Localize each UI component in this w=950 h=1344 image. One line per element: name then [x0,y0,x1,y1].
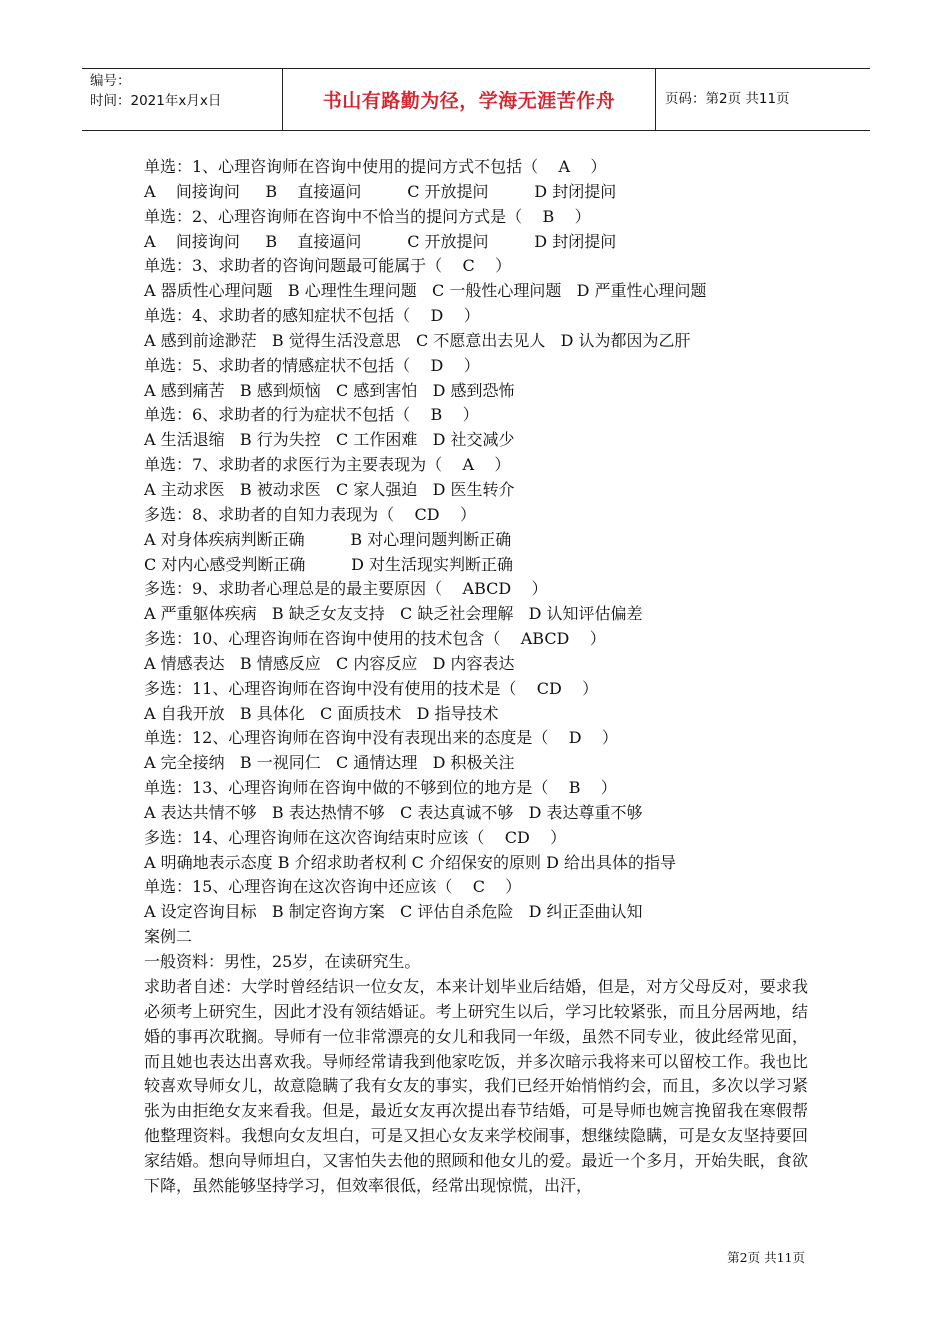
text-line: 多选：10、心理咨询师在咨询中使用的技术包含（ ABCD ） [144,629,606,649]
text-line: A 表达共情不够 B 表达热情不够 C 表达真诚不够 D 表达尊重不够 [144,802,643,822]
page-info: 页码：第2页 共11页 [665,91,790,107]
motto-text: 书山有路勤为径，学海无涯苦作舟 [322,90,616,112]
text-line: A 生活退缩 B 行为失控 C 工作困难 D 社交减少 [144,430,515,450]
text-line: C 对内心感受判断正确 D 对生活现实判断正确 [144,554,514,574]
text-line: 单选：6、求助者的行为症状不包括（ B ） [144,405,479,425]
text-line: A 间接询问 B 直接逼问 C 开放提问 D 封闭提问 [144,181,617,201]
text-line: 单选：5、求助者的情感症状不包括（ D ） [144,355,480,375]
text-line: 单选：4、求助者的感知症状不包括（ D ） [144,306,480,326]
text-line: 一般资料：男性，25岁，在读研究生。 [144,952,421,971]
question-list [144,155,808,975]
header-left-cell [82,69,282,130]
text-line: 多选：14、心理咨询师在这次咨询结束时应该（ CD ） [144,827,567,847]
text-line: A 完全接纳 B 一视同仁 C 通情达理 D 积极关注 [144,753,515,773]
text-line: A 感到痛苦 B 感到烦恼 C 感到害怕 D 感到恐怖 [144,380,515,400]
text-line: 单选：1、心理咨询师在咨询中使用的提问方式不包括（ A ） [144,157,607,176]
text-line: A 间接询问 B 直接逼问 C 开放提问 D 封闭提问 [144,231,617,251]
case-narrative-paragraph: 求助者自述：大学时曾经结识一位女友，本来计划毕业后结婚，但是，对方父母反对，要求我必须考上研究生，因此才没有领结婚证。考上研究生以后，学习比较紧张，而且分居两地，结婚的事再次耽搁。导师有一位非常漂亮的女儿和我同一年级，虽然不同专业，彼此经常见面，而且她也表达出喜欢我。导师经常请我到他家吃饭，并多次暗示我将来可以留校工作。我也比较喜欢导师女儿，故意隐瞒了我有女友的事实，我们已经开始悄悄约会，而且，多次以学习紧张为由拒绝女友来看我。但是，最近女友再次提出春节结婚，可是导师也婉言挽留我在寒假帮他整理资料。我想向女友坦白，可是又担心女友来学校闹事，想继续隐瞒，可是女友坚持要回家结婚。想向导师坦白，又害怕失去他的照顾和他女儿的爱。最近一个多月，开始失眠，食欲下降，虽然能够坚持学习，但效率很低，经常出现惊慌，出汗， [144,976,808,1196]
text-line: 单选：12、心理咨询师在咨询中没有表现出来的态度是（ D ） [144,728,618,748]
text-line: 单选：3、求助者的咨询问题最可能属于（ C ） [144,256,512,276]
date-text: 时间：2021年x月x日 [90,93,222,109]
text-line: 单选：2、心理咨询师在咨询中不恰当的提问方式是（ B ） [144,206,591,226]
page-header [82,68,870,131]
text-line: A 感到前途渺茫 B 觉得生活没意思 C 不愿意出去见人 D 认为都因为乙肝 [144,330,691,350]
text-line: A 设定咨询目标 B 制定咨询方案 C 评估自杀危险 D 纠正歪曲认知 [144,902,643,922]
text-line: 单选：7、求助者的求医行为主要表现为（ A ） [144,455,511,475]
text-line: A 对身体疾病判断正确 B 对心理问题判断正确 [144,529,512,549]
text-line: A 情感表达 B 情感反应 C 内容反应 D 内容表达 [144,653,515,673]
header-motto-cell [282,69,656,130]
document-body [144,155,808,1199]
text-line: A 严重躯体疾病 B 缺乏女友支持 C 缺乏社会理解 D 认知评估偏差 [144,604,643,624]
page-footer: 第2页 共11页 [727,1250,805,1265]
text-line: 案例二 [144,927,193,947]
text-line: 多选：8、求助者的自知力表现为（ CD ） [144,504,476,524]
text-line: A 器质性心理问题 B 心理性生理问题 C 一般性心理问题 D 严重性心理问题 [144,281,707,301]
doc-number-label: 编号： [90,73,131,89]
text-line: A 明确地表示态度 B 介绍求助者权利 C 介绍保安的原则 D 给出具体的指导 [144,852,676,872]
header-right-cell [655,69,870,130]
text-line: 多选：9、求助者心理总是的最主要原因（ ABCD ） [144,579,548,599]
text-line: A 主动求医 B 被动求医 C 家人强迫 D 医生转介 [144,479,515,499]
text-line: 单选：13、心理咨询师在咨询中做的不够到位的地方是（ B ） [144,778,617,798]
text-line: A 自我开放 B 具体化 C 面质技术 D 指导技术 [144,703,499,723]
text-line: 多选：11、心理咨询师在咨询中没有使用的技术是（ CD ） [144,678,599,698]
text-line: 单选：15、心理咨询在这次咨询中还应该（ C ） [144,877,522,897]
